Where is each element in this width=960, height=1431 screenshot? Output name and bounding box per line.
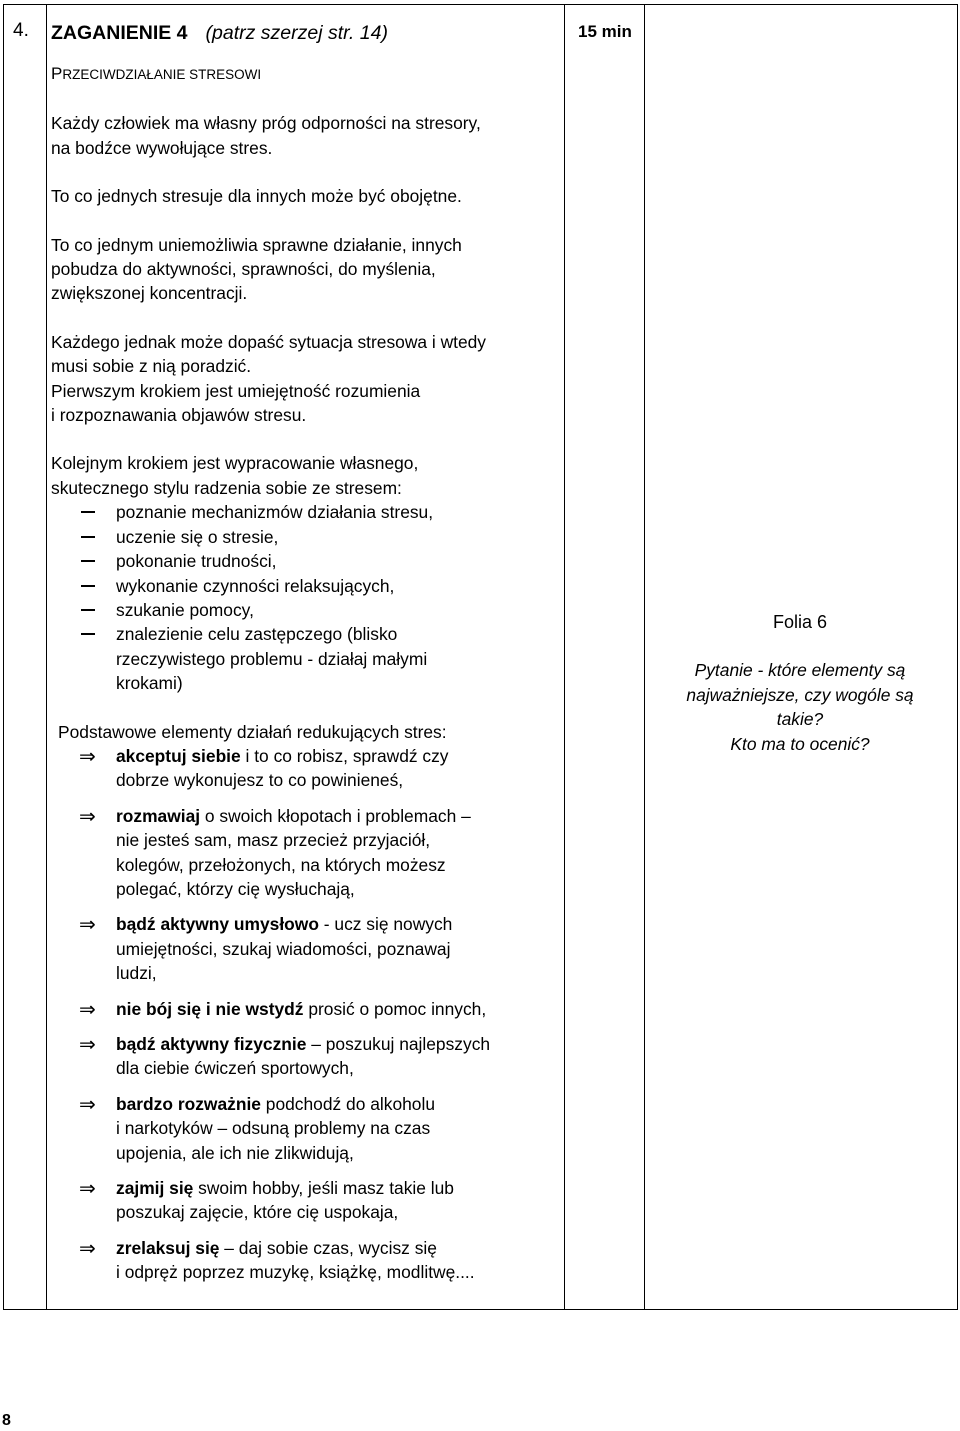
list-item-line: dobrze wykonujesz to co powinieneś, [116,770,404,791]
section-title-rest: RZECIWDZIAŁANIE STRESOWI [62,67,262,82]
question-line: takie? [776,709,824,730]
emphasis-text: rozmawiaj [116,805,201,826]
strategy-block [51,451,563,695]
paragraph-line: musi sobie z nią poradzić. [51,356,252,377]
list-item-line: umiejętności, szukaj wiadomości, poznawaj [116,938,451,959]
list-item-line: krokami) [116,673,183,694]
item-text: prosić o pomoc innych, [303,998,487,1019]
list-item [51,574,563,598]
emphasis-text: zrelaksuj się [116,1237,220,1258]
double-arrow-right-icon: ⇒ [79,1032,96,1056]
list-item-line: i narkotyków – odsuną problemy na czas [116,1118,431,1139]
list-item [51,1236,563,1285]
strategy-list [51,500,563,695]
section-title-initial: P [51,64,63,83]
dash-bullet-icon [81,511,95,513]
duration: 15 min [578,22,632,41]
list-item-line [116,1236,563,1260]
list-item-line: pokonanie trudności, [116,551,277,572]
list-item-line: dla ciebie ćwiczeń sportowych, [116,1058,354,1079]
dash-bullet-icon [81,609,95,611]
dash-bullet-icon [81,560,95,562]
paragraph-line: Każdy człowiek ma własny próg odporności na stresory, [51,113,481,134]
item-text: – daj sobie czas, wycisz się [219,1237,437,1258]
list-item [51,622,563,695]
paragraph-line: Każdego jednak może dopaść sytuacja stresowa i wtedy [51,331,487,352]
page-number: 8 [2,1412,11,1429]
list-item-line [116,1176,563,1200]
double-arrow-right-icon: ⇒ [79,912,96,937]
list-item-line: ludzi, [116,963,157,984]
paragraph-line: zwiększonej koncentracji. [51,283,248,304]
list-item [51,598,563,622]
list-item [51,549,563,573]
double-arrow-right-icon: ⇒ [79,996,96,1021]
section-title [51,62,563,87]
column-divider [46,5,47,1309]
list-item [51,1176,563,1225]
item-text: i to co robisz, sprawdź czy [240,745,449,766]
paragraph-line: na bodźce wywołujące stres. [51,137,273,158]
double-arrow-right-icon: ⇒ [79,1235,96,1260]
paragraph [51,233,563,306]
item-text: podchodź do alkoholu [260,1093,435,1114]
emphasis-text: zajmij się [116,1178,194,1199]
paragraph-line: i rozpoznawania objawów stresu. [51,405,307,426]
emphasis-text: bądź aktywny umysłowo [116,914,319,935]
item-text: - ucz się nowych [318,914,453,935]
item-text: – poszukuj najlepszych [306,1034,491,1054]
list-item [51,500,563,524]
paragraph [51,330,563,428]
list-item [51,744,563,793]
list-item-line [116,744,563,768]
paragraph-line: Pierwszym krokiem jest umiejętność rozumienia [51,380,421,401]
list-item-line: poszukaj zajęcie, które cię uspokaja, [116,1202,399,1223]
strategy-intro-line: Kolejnym krokiem jest wypracowanie własnego, [51,453,419,474]
list-item-line: szukanie pomocy, [116,599,254,620]
emphasis-text: akceptuj siebie [116,745,241,766]
double-arrow-right-icon: ⇒ [79,743,96,768]
basics-list [51,744,563,1285]
intro-paragraphs [51,111,563,427]
double-arrow-right-icon: ⇒ [79,803,96,828]
list-item-line [116,912,563,936]
item-text: swoim hobby, jeśli masz takie lub [193,1178,454,1199]
question-line: najważniejsze, czy wogóle są [686,684,914,705]
emphasis-text: bardzo rozważnie [116,1093,261,1114]
list-item [51,804,563,902]
folia-note [645,610,955,756]
list-item-line: i odpręż poprzez muzykę, książkę, modlitwę.... [116,1262,475,1283]
list-item-line: polegać, którzy cię wysłuchają, [116,878,355,899]
main-content [51,20,563,1296]
list-item-line [116,1032,563,1056]
section-number: 4. [13,20,29,41]
dash-bullet-icon [81,585,95,587]
strategy-intro-line: skutecznego stylu radzenia sobie ze stresem: [51,477,402,498]
list-item-line: uczenie się o stresie, [116,526,279,547]
list-item-line [116,1092,563,1116]
paragraph-line: To co jednych stresuje dla innych może być obojętne. [51,186,462,207]
double-arrow-right-icon: ⇒ [79,1091,96,1116]
emphasis-text: nie bój się i nie wstydź [116,998,304,1019]
list-item-line: upojenia, ale ich nie zlikwidują, [116,1142,354,1163]
item-text: o swoich kłopotach i problemach – [200,805,471,826]
folia-question [645,658,955,756]
list-item-line: nie jesteś sam, masz przecież przyjaciół, [116,830,431,851]
dash-bullet-icon [81,536,95,538]
paragraph-line: pobudza do aktywności, sprawności, do myślenia, [51,259,436,280]
list-item [51,1092,563,1165]
emphasis-text: bądź aktywny fizycznie [116,1034,307,1054]
list-item-line [116,997,563,1021]
paragraph-line: To co jednym uniemożliwia sprawne działanie, innych [51,234,462,255]
list-item-line: poznanie mechanizmów działania stresu, [116,502,434,523]
topic-reference: (patrz szerzej str. 14) [205,22,388,44]
double-arrow-right-icon: ⇒ [79,1176,96,1201]
question-line: Kto ma to ocenić? [730,733,870,754]
dash-bullet-icon [81,633,95,635]
paragraph [51,184,563,208]
column-divider [564,5,565,1309]
list-item-line: wykonanie czynności relaksujących, [116,575,395,596]
list-item-line: rzeczywistego problemu - działaj małymi [116,648,428,669]
topic-label: ZAGANIENIE 4 [51,22,188,44]
question-line: Pytanie - które elementy są [694,660,906,681]
list-item [51,525,563,549]
topic-heading [51,20,563,46]
list-item-line [116,804,563,828]
list-item-line: znalezienie celu zastępczego (blisko [116,624,398,645]
list-item-line: kolegów, przełożonych, na których możesz [116,854,446,875]
list-item [51,1032,563,1081]
paragraph [51,111,563,160]
list-item [51,997,563,1021]
folia-label: Folia 6 [772,612,828,632]
list-item [51,912,563,985]
basics-heading: Podstawowe elementy działań redukujących stres: [58,721,447,742]
